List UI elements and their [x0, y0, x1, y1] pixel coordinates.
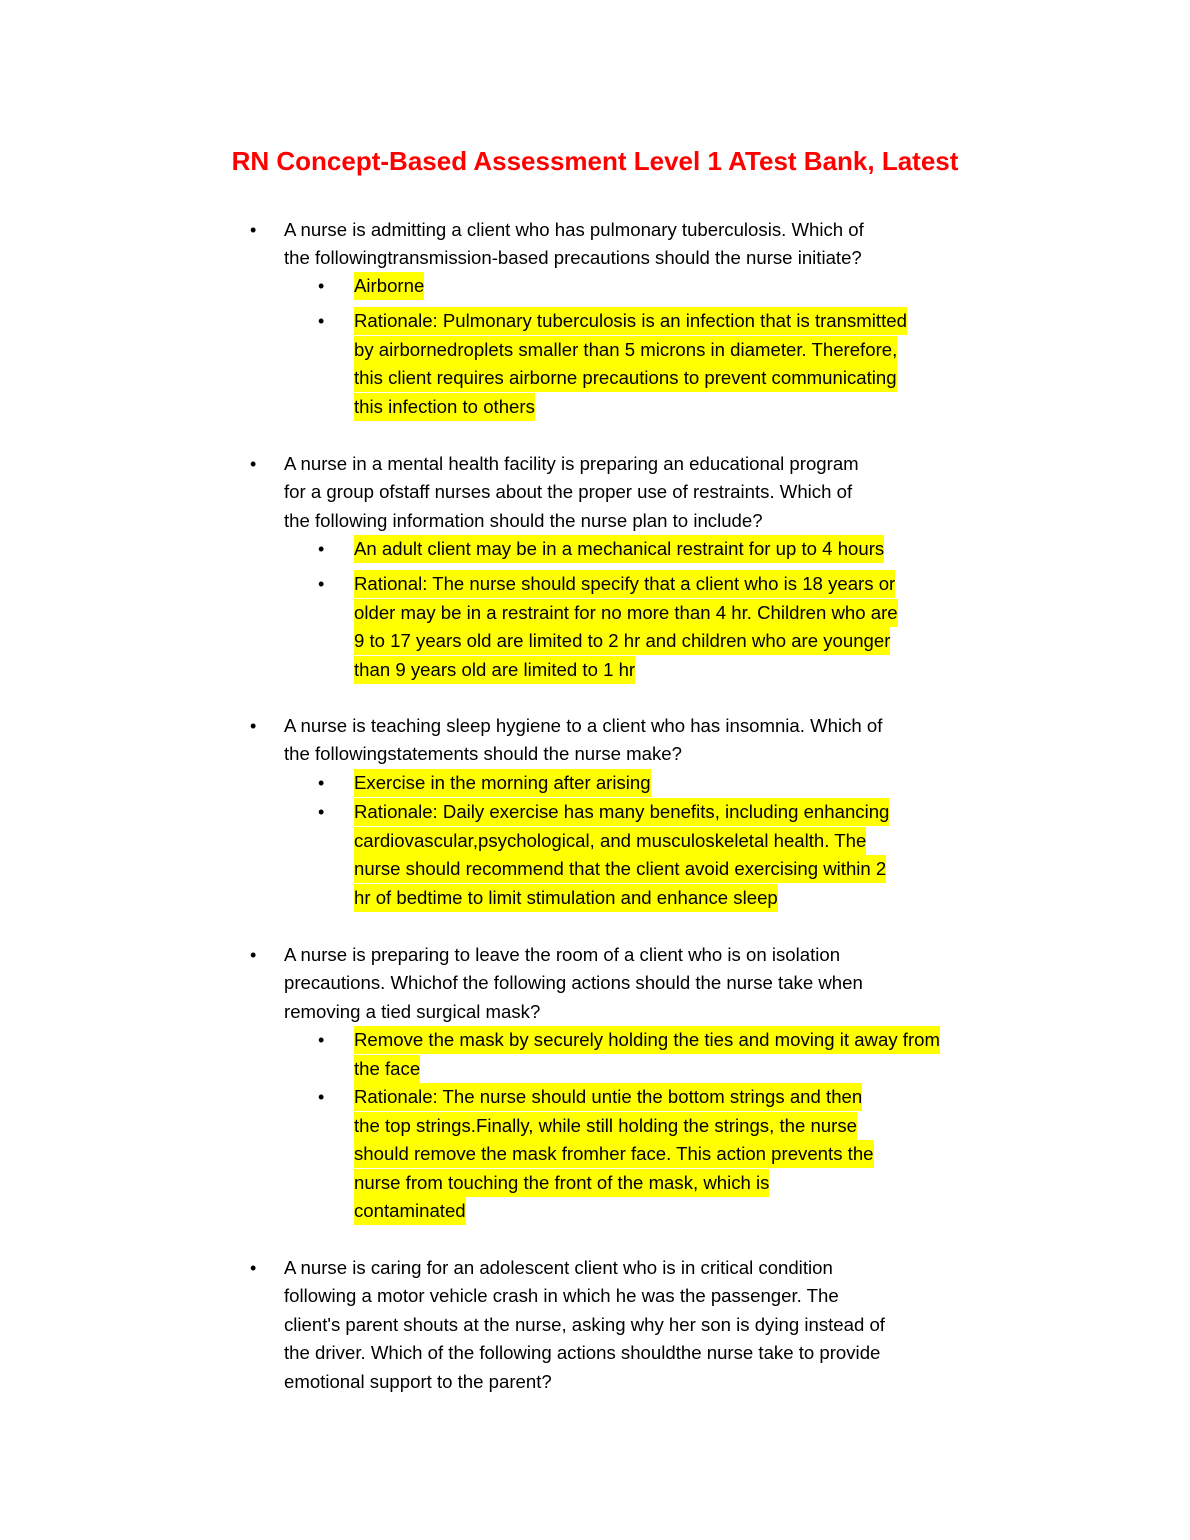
bullet-icon: • — [250, 716, 257, 736]
question-text-line: the following information should the nurse plan to include? — [284, 509, 763, 531]
rationale-text-line: cardiovascular,psychological, and musculoskeletal health. The — [354, 827, 866, 855]
bullet-icon: • — [318, 773, 325, 793]
bullet-icon: • — [318, 802, 325, 822]
question-text-line: precautions. Whichof the following actions should the nurse take when — [284, 972, 863, 994]
question-text-line: client's parent shouts at the nurse, asking why her son is dying instead of — [284, 1313, 885, 1335]
rationale-text-line: should remove the mask fromher face. This action prevents the — [354, 1140, 874, 1168]
question-text-line: the driver. Which of the following actions shouldthe nurse take to provide — [284, 1342, 881, 1364]
bullet-icon: • — [318, 574, 325, 594]
question-text-line: the followingstatements should the nurse make? — [284, 743, 682, 765]
answer-text-line: Exercise in the morning after arising — [354, 769, 651, 797]
document-title: RN Concept-Based Assessment Level 1 ATest Bank, Latest — [231, 146, 959, 176]
rationale-text-line: nurse should recommend that the client avoid exercising within 2 — [354, 855, 886, 883]
rationale-text-line: the top strings.Finally, while still holding the strings, the nurse — [354, 1112, 857, 1140]
rationale-text-line: nurse from touching the front of the mask, which is — [354, 1169, 769, 1197]
question-text-line: A nurse is caring for an adolescent client who is in critical condition — [284, 1257, 833, 1278]
rationale-text-line: by airbornedroplets smaller than 5 microns in diameter. Therefore, — [354, 336, 897, 364]
rationale-text-line: Rationale: The nurse should untie the bottom strings and then — [354, 1083, 862, 1111]
answer-text-line: An adult client may be in a mechanical restraint for up to 4 hours — [354, 535, 884, 563]
question-text-line: the followingtransmission-based precautions should the nurse initiate? — [284, 247, 862, 269]
bullet-icon: • — [318, 311, 325, 331]
bullet-icon: • — [250, 220, 257, 240]
rationale-text-line: than 9 years old are limited to 1 hr — [354, 656, 635, 684]
bullet-icon: • — [318, 539, 325, 559]
question-text-line: following a motor vehicle crash in which he was the passenger. The — [284, 1285, 839, 1307]
rationale-text-line: hr of bedtime to limit stimulation and enhance sleep — [354, 884, 778, 912]
question-text-line: A nurse in a mental health facility is preparing an educational program — [284, 453, 859, 474]
bullet-icon: • — [250, 945, 257, 965]
rationale-text-line: Rational: The nurse should specify that a client who is 18 years or — [354, 570, 895, 598]
question-text-line: A nurse is teaching sleep hygiene to a client who has insomnia. Which of — [284, 715, 883, 736]
answer-text-line: the face — [354, 1055, 420, 1083]
rationale-text-line: 9 to 17 years old are limited to 2 hr and children who are younger — [354, 627, 890, 655]
bullet-icon: • — [250, 454, 257, 474]
question-text-line: for a group ofstaff nurses about the proper use of restraints. Which of — [284, 481, 853, 503]
rationale-text-line: older may be in a restraint for no more than 4 hr. Children who are — [354, 599, 898, 627]
answer-text-line: Remove the mask by securely holding the ties and moving it away from — [354, 1026, 940, 1054]
bullet-icon: • — [318, 276, 325, 296]
rationale-text-line: Rationale: Pulmonary tuberculosis is an infection that is transmitted — [354, 307, 907, 335]
bullet-icon: • — [318, 1087, 325, 1107]
question-text-line: removing a tied surgical mask? — [284, 1000, 541, 1022]
rationale-text-line: this infection to others — [354, 393, 535, 421]
answer-text-line: Airborne — [354, 272, 424, 300]
rationale-text-line: Rationale: Daily exercise has many benefits, including enhancing — [354, 798, 889, 826]
question-text-line: emotional support to the parent? — [284, 1370, 552, 1392]
question-text-line: A nurse is preparing to leave the room of a client who is on isolation — [284, 944, 841, 965]
question-text-line: A nurse is admitting a client who has pulmonary tuberculosis. Which of — [284, 219, 864, 240]
rationale-text-line: this client requires airborne precautions to prevent communicating — [354, 364, 897, 392]
rationale-text-line: contaminated — [354, 1197, 466, 1225]
bullet-icon: • — [318, 1030, 325, 1050]
bullet-icon: • — [250, 1258, 257, 1278]
